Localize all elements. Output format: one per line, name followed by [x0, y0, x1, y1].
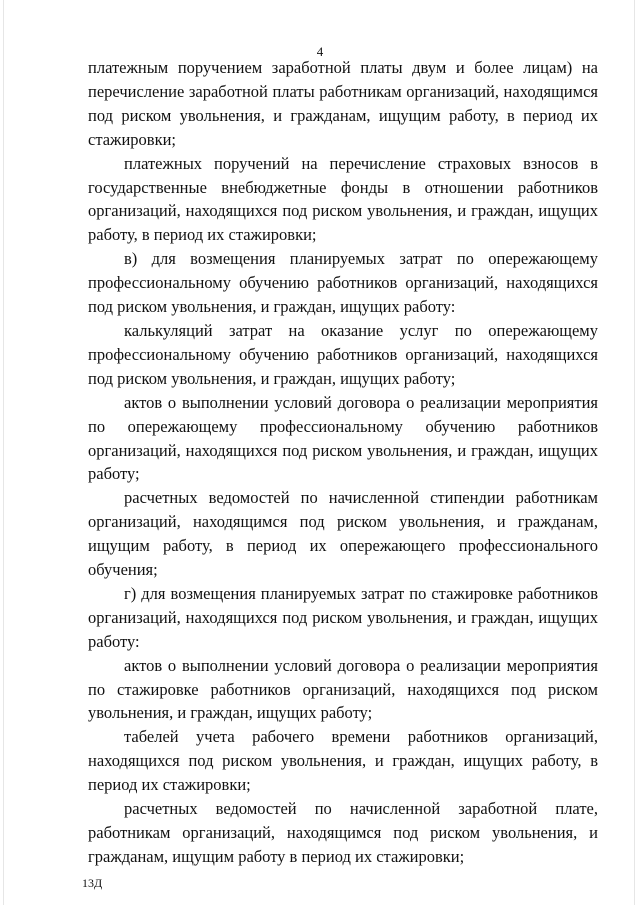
body-text — [88, 56, 598, 869]
paragraph: г) для возмещения планируемых затрат по стажировке работников организаций, находящихся под риском увольнения, и граждан, ищущих работу: — [88, 583, 598, 651]
paragraph: в) для возмещения планируемых затрат по опережающему профессиональному обучению работников организаций, находящихся под риском увольнения, и граждан, ищущих работу: — [88, 249, 598, 317]
paragraph: калькуляций затрат на оказание услуг по опережающему профессиональному обучению работников организаций, находящихся под риском увольнения, и граждан, ищущих работу; — [88, 320, 598, 388]
footer-code: 13Д — [82, 876, 103, 890]
paragraph: платежным поручением заработной платы двум и более лицам) на перечисление заработной платы работникам организаций, находящимся под риском увольнения, и гражданам, ищущим работу, в период их стажировки; — [88, 58, 598, 149]
paragraph: расчетных ведомостей по начисленной заработной плате, работникам организаций, находящимся под риском увольнения, и гражданам, ищущим работу в период их стажировки; — [88, 799, 598, 866]
paragraph: платежных поручений на перечисление страховых взносов в государственные внебюджетные фонды в отношении работников организаций, находящихся под риском увольнения, и граждан, ищущих работу, в период их стажировки; — [88, 153, 598, 245]
paragraph: табелей учета рабочего времени работников организаций, находящихся под риском увольнения, и граждан, ищущих работу, в период их стажировки; — [88, 727, 598, 795]
scan-edge-left — [3, 0, 4, 905]
page-number: 4 — [316, 44, 324, 59]
scan-edge-right — [634, 0, 635, 905]
paragraph: актов о выполнении условий договора о реализации мероприятия по опережающему профессиональному обучению работников организаций, находящихся под риском увольнения, и граждан, ищущих работу; — [88, 392, 598, 484]
paragraph: расчетных ведомостей по начисленной стипендии работникам организаций, находящимся под риском увольнения, и гражданам, ищущим работу, в период их опережающего профессионального обучения; — [88, 488, 598, 580]
paragraph: актов о выполнении условий договора о реализации мероприятия по стажировке работников организаций, находящихся под риском увольнения, и граждан, ищущих работу; — [88, 655, 598, 723]
